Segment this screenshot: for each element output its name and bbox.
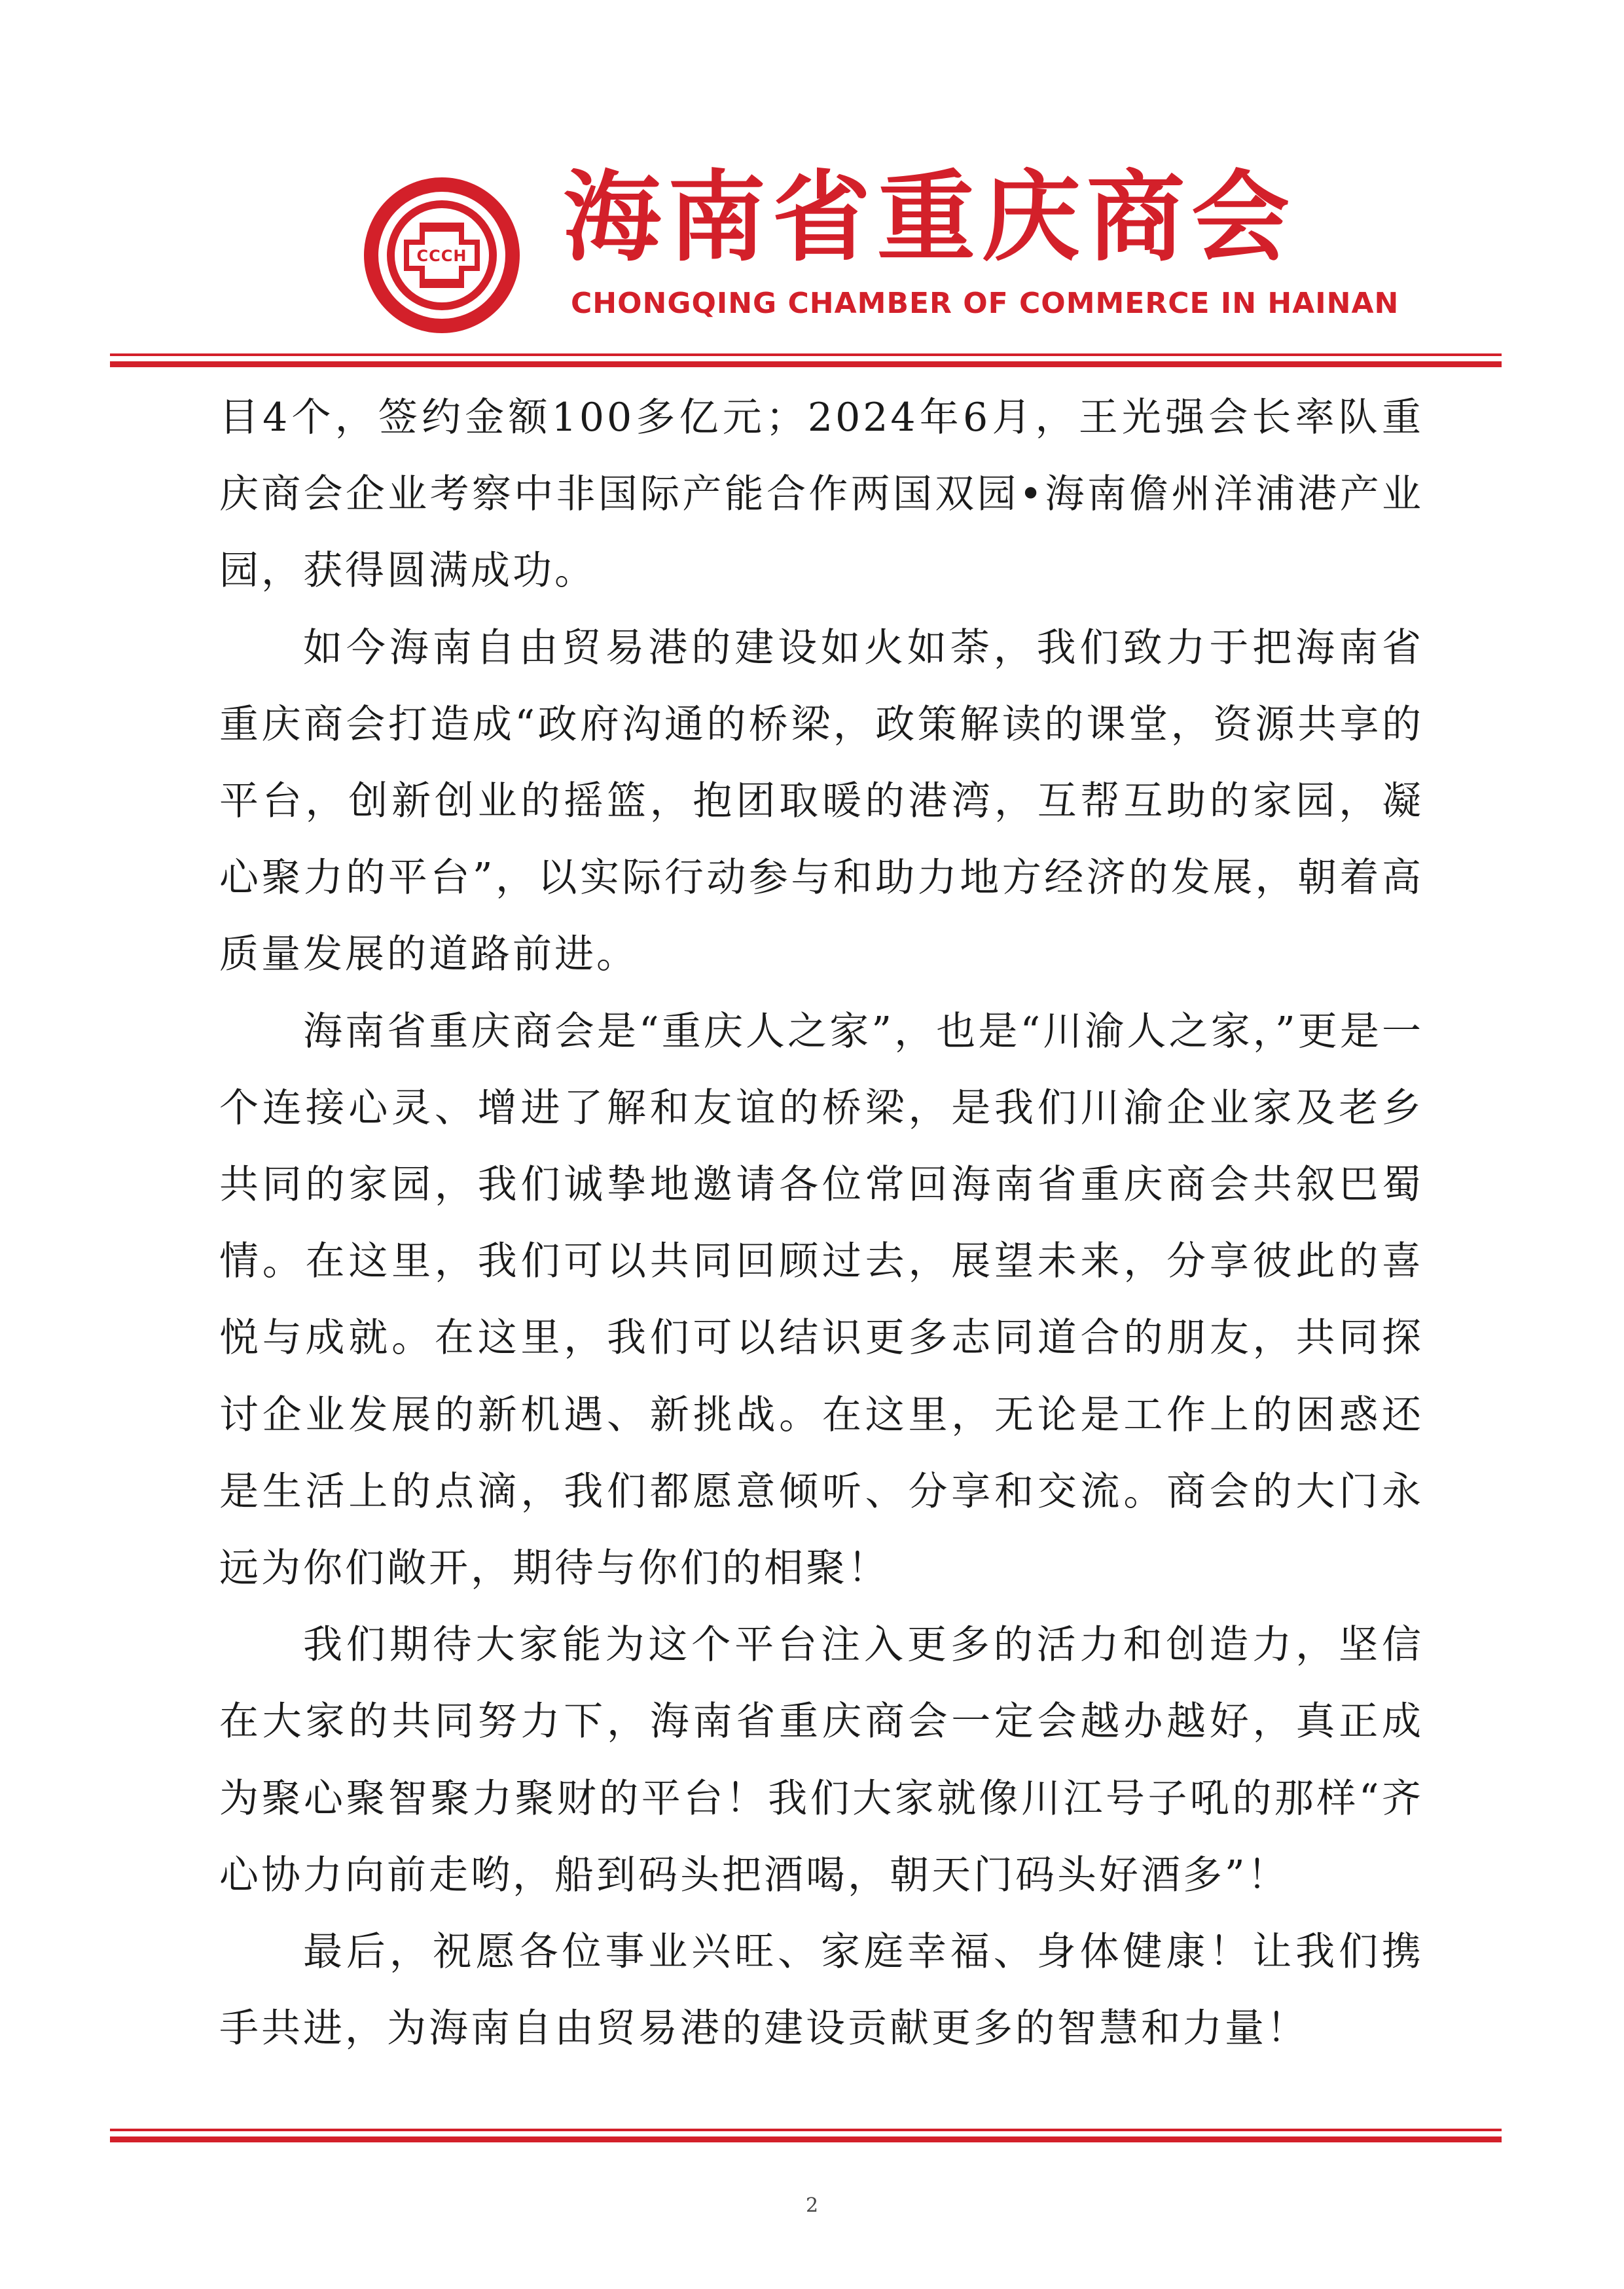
paragraph-closing-wishes: 最后，祝愿各位事业兴旺、家庭幸福、身体健康！让我们携手共进，为海南自由贸易港的建设贡献更多的智慧和力量！: [219, 1929, 1424, 2052]
organization-name-english: CHONGQING CHAMBER OF COMMERCE IN HAINAN: [571, 287, 1399, 320]
page-number: 2: [805, 2194, 819, 2217]
header-rule-thick: [110, 361, 1502, 367]
paragraph-free-trade-port: 如今海南自由贸易港的建设如火如荼，我们致力于把海南省重庆商会打造成“政府沟通的桥梁，政策解读的课堂，资源共享的平台，创新创业的摇篮，抱团取暖的港湾，互帮互助的家园，凝心聚力的平台”，以实际行动参与和助力地方经济的发展，朝着高质量发展的道路前进。: [219, 624, 1424, 978]
footer-rule-thin: [110, 2129, 1502, 2131]
logo-text: CCCH: [416, 247, 467, 265]
paragraph-expectation: 我们期待大家能为这个平台注入更多的活力和创造力，坚信在大家的共同努力下，海南省重庆商会一定会越办越好，真正成为聚心聚智聚力聚财的平台！我们大家就像川江号子吼的那样“齐心协力向前走哟，船到码头把酒喝，朝天门码头好酒多”！: [219, 1622, 1424, 1898]
organization-name-chinese: 海南省重庆商会: [563, 161, 1297, 275]
chamber-logo-icon: [363, 177, 520, 334]
letter-body: [219, 380, 1424, 2067]
letterhead: [0, 0, 1624, 367]
paragraph-continuation: 目4个，签约金额100多亿元；2024年6月，王光强会长率队重庆商会企业考察中非国际产能合作两国双园•海南儋州洋浦港产业园，获得圆满成功。: [219, 395, 1424, 594]
paragraph-home-of-chongqing: 海南省重庆商会是“重庆人之家”，也是“川渝人之家，”更是一个连接心灵、增进了解和友谊的桥梁，是我们川渝企业家及老乡共同的家园，我们诚挚地邀请各位常回海南省重庆商会共叙巴蜀情。在这里，我们可以共同回顾过去，展望未来，分享彼此的喜悦与成就。在这里，我们可以结识更多志同道合的朋友，共同探讨企业发展的新机遇、新挑战。在这里，无论是工作上的困惑还是生活上的点滴，我们都愿意倾听、分享和交流。商会的大门永远为你们敞开，期待与你们的相聚！: [219, 1008, 1424, 1592]
footer-rule-thick: [110, 2136, 1502, 2142]
header-rule-thin: [110, 353, 1502, 356]
